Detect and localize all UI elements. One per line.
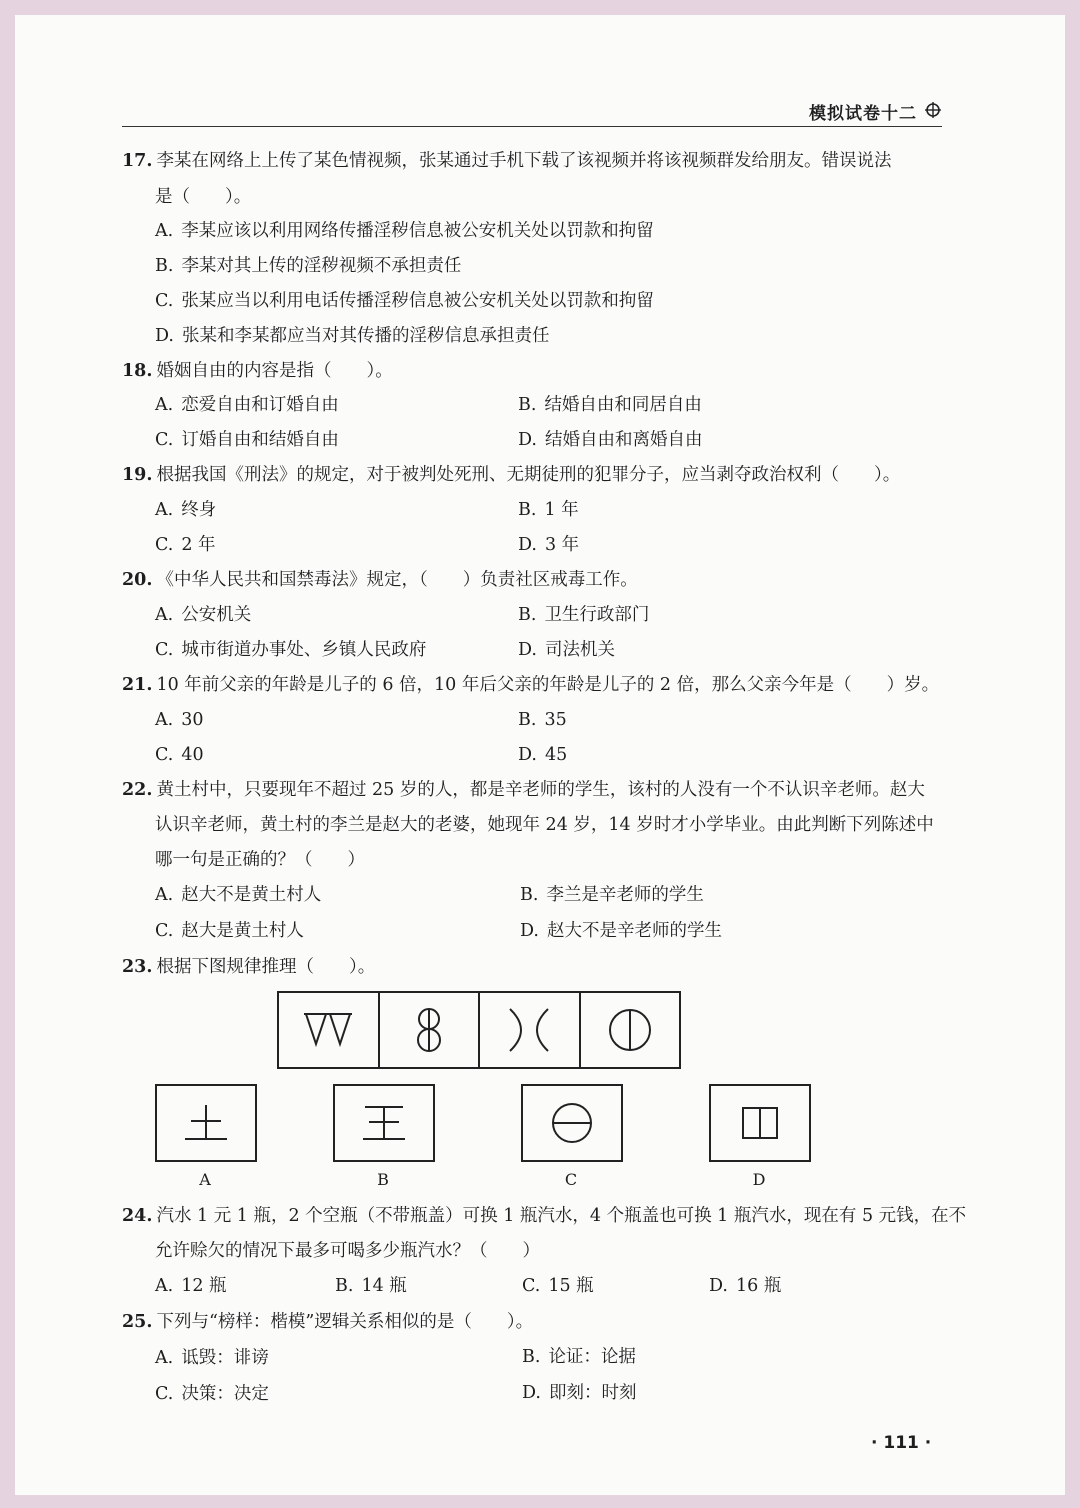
question-19-option-a[interactable]: A. 终身 [155,500,217,520]
question-18-option-a[interactable]: A. 恋爱自由和订婚自由 [155,395,339,415]
question-25-option-c[interactable]: C. 决策：决定 [155,1384,269,1404]
question-25-stem: 25. 下列与“榜样：楷模”逻辑关系相似的是（ ）。 [122,1312,534,1332]
question-24-option-b[interactable]: B. 14 瓶 [335,1276,407,1296]
question-22-option-c[interactable]: C. 赵大是黄土村人 [155,921,304,941]
question-20-option-d[interactable]: D. 司法机关 [518,640,615,660]
question-22-option-d[interactable]: D. 赵大不是辛老师的学生 [520,921,722,941]
question-20-option-b[interactable]: B. 卫生行政部门 [518,605,650,625]
question-24-stem: 24. 汽水 1 元 1 瓶，2 个空瓶（不带瓶盖）可换 1 瓶汽水，4 个瓶盖也可换 1 瓶汽水，现在有 5 元钱，在不 [122,1206,967,1226]
question-18-option-b[interactable]: B. 结婚自由和同居自由 [518,395,702,415]
figure-circle-vertical-line [579,993,680,1067]
question-21-option-c[interactable]: C. 40 [155,745,204,765]
answer-label-c: C [564,1170,578,1189]
figure-double-inverted-v [279,993,378,1067]
question-22-stem-cont: 认识辛老师，黄土村的李兰是赵大的老婆，她现年 24 岁，14 岁时才小学毕业。由此判断下列陈述中 [155,815,934,835]
answer-label-a: A [199,1170,211,1189]
answer-figure-b[interactable] [333,1084,435,1162]
figure-opposing-arcs [478,993,579,1067]
exam-page [15,15,1065,1495]
question-17-option-c[interactable]: C. 张某应当以利用电话传播淫秽信息被公安机关处以罚款和拘留 [155,291,654,311]
page-header-title: 模拟试卷十二 [809,104,917,124]
question-20-stem: 20. 《中华人民共和国禁毒法》规定，（ ）负责社区戒毒工作。 [122,570,638,590]
answer-figure-d[interactable] [709,1084,811,1162]
question-19-stem: 19. 根据我国《刑法》的规定，对于被判处死刑、无期徒刑的犯罪分子，应当剥夺政治权利（ ）。 [122,465,901,485]
question-21-option-b[interactable]: B. 35 [518,710,567,730]
question-24-stem-cont: 允许赊欠的情况下最多可喝多少瓶汽水？（ ） [155,1241,540,1261]
question-22-option-b[interactable]: B. 李兰是辛老师的学生 [520,885,704,905]
answer-label-d: D [752,1170,766,1189]
question-22-option-a[interactable]: A. 赵大不是黄土村人 [155,885,322,905]
question-25-option-b[interactable]: B. 论证：论据 [522,1347,636,1367]
question-24-option-d[interactable]: D. 16 瓶 [709,1276,782,1296]
question-19-option-b[interactable]: B. 1 年 [518,500,579,520]
question-17-option-a[interactable]: A. 李某应该以利用网络传播淫秽信息被公安机关处以罚款和拘留 [155,221,654,241]
crosshair-icon [925,102,941,118]
question-19-option-c[interactable]: C. 2 年 [155,535,216,555]
question-25-option-a[interactable]: A. 诋毁：诽谤 [155,1348,269,1368]
header-divider [122,126,942,127]
question-17-stem: 17. 李某在网络上上传了某色情视频，张某通过手机下载了该视频并将该视频群发给朋友。错误说法 [122,151,892,171]
question-24-option-c[interactable]: C. 15 瓶 [522,1276,594,1296]
question-24-option-a[interactable]: A. 12 瓶 [155,1276,227,1296]
page-number: · 111 · [871,1433,932,1453]
question-19-option-d[interactable]: D. 3 年 [518,535,580,555]
question-21-option-a[interactable]: A. 30 [155,710,204,730]
question-17-option-b[interactable]: B. 李某对其上传的淫秽视频不承担责任 [155,256,462,276]
answer-label-b: B [377,1170,389,1189]
question-22-stem-cont-2: 哪一句是正确的？（ ） [155,850,365,870]
question-23-stem: 23. 根据下图规律推理（ ）。 [122,957,376,977]
question-20-option-a[interactable]: A. 公安机关 [155,605,252,625]
question-18-option-d[interactable]: D. 结婚自由和离婚自由 [518,430,703,450]
question-21-option-d[interactable]: D. 45 [518,745,568,765]
question-18-stem: 18. 婚姻自由的内容是指（ ）。 [122,361,393,381]
question-17-option-d[interactable]: D. 张某和李某都应当对其传播的淫秽信息承担责任 [155,326,550,346]
question-23-figure-sequence [277,991,681,1069]
question-25-option-d[interactable]: D. 即刻：时刻 [522,1383,637,1403]
figure-figure-eight [378,993,479,1067]
question-20-option-c[interactable]: C. 城市街道办事处、乡镇人民政府 [155,640,427,660]
question-17-stem-cont: 是（ ）。 [155,187,252,207]
answer-figure-c[interactable] [521,1084,623,1162]
answer-figure-a[interactable] [155,1084,257,1162]
question-21-stem: 21. 10 年前父亲的年龄是儿子的 6 倍，10 年后父亲的年龄是儿子的 2 倍，那么父亲今年是（ ）岁。 [122,675,940,695]
question-18-option-c[interactable]: C. 订婚自由和结婚自由 [155,430,339,450]
question-22-stem: 22. 黄土村中，只要现年不超过 25 岁的人，都是辛老师的学生，该村的人没有一个不认识辛老师。赵大 [122,780,925,800]
